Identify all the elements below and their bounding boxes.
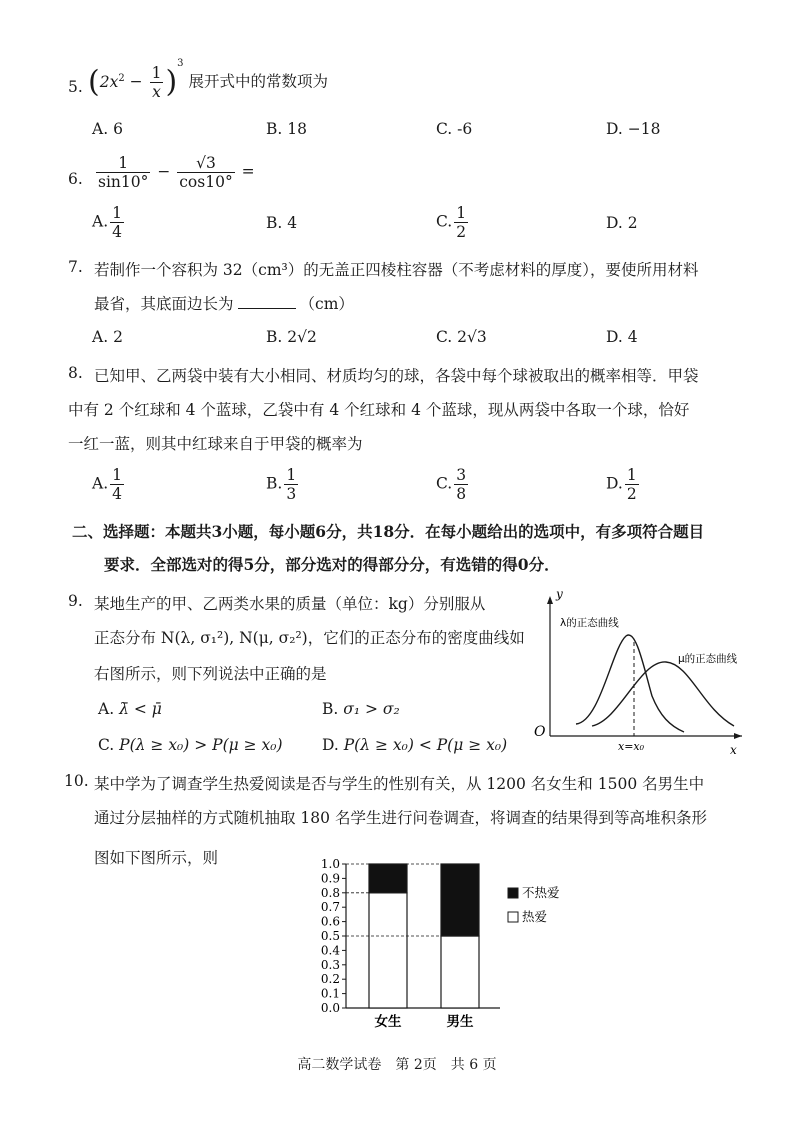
q9-lambda-curve	[576, 635, 684, 732]
q8-option-c[interactable]: C. $\frac{3}{8}$	[436, 466, 467, 503]
q9-x0-label: x=x₀	[618, 740, 645, 753]
q8-line-2: 中有 2 个红球和 4 个蓝球，乙袋中有 4 个红球和 4 个蓝球，现从两袋中各取一个球，恰好	[68, 401, 690, 419]
q6-number: 6.	[68, 170, 83, 188]
y-tick-label: 1.0	[320, 857, 340, 871]
q6-fraction-2: $\frac{√3}{\cos 10^\circ}$	[179, 154, 233, 191]
q9-option-b[interactable]: B. σ₁ > σ₂	[322, 700, 400, 718]
q8-line-1: 已知甲、乙两袋中装有大小相同、材质均匀的球，各袋中每个球被取出的概率相等．甲袋	[94, 367, 699, 385]
section-2-heading: 二、选择题：本题共3小题，每小题6分，共18分．在每小题给出的选项中，有多项符合题目	[72, 522, 705, 541]
q9-line-3: 右图所示，则下列说法中正确的是	[94, 665, 327, 683]
q5-number: 5.	[68, 78, 83, 96]
q9-option-a[interactable]: A. λ̄ < μ̄	[98, 700, 162, 718]
q9-number: 9.	[68, 592, 83, 610]
q9-origin-label: O	[534, 724, 546, 740]
q7-number: 7.	[68, 258, 83, 276]
q5-term-a: $2x^2$	[99, 72, 125, 91]
x-category-label: 男生	[446, 1014, 474, 1030]
y-tick-label: 0.4	[320, 943, 340, 958]
y-tick-label: 0.6	[320, 914, 340, 929]
q5-option-a[interactable]: A. 6	[92, 120, 123, 138]
q7-option-b[interactable]: B. 2√2	[266, 328, 317, 346]
q7-option-d[interactable]: D. 4	[606, 328, 638, 346]
q9-x-label: x	[730, 743, 737, 757]
q6-option-c[interactable]: C. $\frac{1}{2}$	[436, 204, 467, 241]
legend-swatch-notlove	[508, 888, 518, 898]
q6-expression: $\frac{1}{\sin 10^\circ}$ − $\frac{√3}{\cos 10^\circ}$ =	[98, 154, 255, 191]
q9-line-2: 正态分布 N(λ, σ₁²), N(μ, σ₂²)，它们的正态分布的密度曲线如	[94, 629, 525, 647]
q6-option-a[interactable]: A. $\frac{1}{4}$	[92, 204, 122, 241]
legend-label-notlove: 不热爱	[522, 885, 560, 900]
q8-option-b[interactable]: B. $\frac{1}{3}$	[266, 466, 297, 503]
bar-love-1	[441, 936, 479, 1008]
q6-fraction-1: $\frac{1}{\sin 10^\circ}$	[98, 154, 149, 191]
q5-option-b[interactable]: B. 18	[266, 120, 307, 138]
bar-notlove-0	[369, 864, 407, 893]
q9-y-label: y	[556, 588, 563, 601]
q10-line-3: 图如下图所示，则	[94, 849, 219, 867]
q10-line-1: 某中学为了调查学生热爱阅读是否与学生的性别有关，从 1200 名女生和 1500 名男生中	[94, 775, 705, 793]
q9-mu-label: μ的正态曲线	[678, 653, 738, 665]
q7-option-a[interactable]: A. 2	[92, 328, 123, 346]
q7-option-c[interactable]: C. 2√3	[436, 328, 487, 346]
q8-option-d[interactable]: D. $\frac{1}{2}$	[606, 466, 637, 503]
q6-option-d[interactable]: D. 2	[606, 214, 638, 232]
q8-number: 8.	[68, 364, 83, 382]
q5-text: 展开式中的常数项为	[188, 72, 328, 91]
q9-option-d[interactable]: D. P(λ ≥ x₀) < P(μ ≥ x₀)	[322, 736, 508, 754]
page-footer: 高二数学试卷 第 2页 共 6 页	[297, 1057, 497, 1073]
q9-lambda-label: λ的正态曲线	[560, 617, 619, 629]
legend-label-love: 热爱	[522, 909, 548, 924]
q10-number: 10.	[64, 772, 89, 790]
y-tick-label: 0.1	[320, 986, 340, 1001]
q5-option-d[interactable]: D. −18	[606, 120, 661, 138]
q7-line-1: 若制作一个容积为 32（cm³）的无盖正四棱柱容器（不考虑材料的厚度），要使所用材料	[94, 261, 699, 279]
y-tick-label: 0.7	[320, 900, 340, 915]
y-tick-label: 0.2	[320, 972, 340, 987]
q8-line-3: 一红一蓝，则其中红球来自于甲袋的概率为	[68, 435, 363, 453]
y-tick-label: 0.8	[320, 885, 340, 900]
q9-option-c[interactable]: C. P(λ ≥ x₀) > P(μ ≥ x₀)	[98, 736, 283, 754]
q7-answer-blank[interactable]	[238, 308, 296, 309]
q5-expression: ($2x^2$ − $\frac{1}{x}$ )$^3$ 展开式中的常数项为	[88, 58, 328, 101]
bar-notlove-1	[441, 864, 479, 936]
q9-line-1: 某地生产的甲、乙两类水果的质量（单位：kg）分别服从	[94, 595, 486, 613]
q10-stacked-bar-chart	[300, 852, 600, 1032]
bar-love-0	[369, 893, 407, 1008]
y-tick-label: 0.0	[320, 1001, 340, 1015]
y-tick-label: 0.3	[320, 957, 340, 972]
q8-option-a[interactable]: A. $\frac{1}{4}$	[92, 466, 122, 503]
q5-option-c[interactable]: C. -6	[436, 120, 473, 138]
q6-option-b[interactable]: B. 4	[266, 214, 298, 232]
q7-line-2: 最省，其底面边长为 （cm）	[94, 295, 354, 313]
q9-normal-curve-figure	[520, 588, 750, 760]
y-tick-label: 0.5	[320, 929, 340, 943]
section-2-instructions: 要求．全部选对的得5分，部分选对的得部分分，有选错的得0分．	[104, 555, 560, 574]
q10-line-2: 通过分层抽样的方式随机抽取 180 名学生进行问卷调查，将调查的结果得到等高堆积条形	[94, 809, 707, 827]
legend-swatch-love	[508, 912, 518, 922]
x-category-label: 女生	[374, 1014, 402, 1030]
y-tick-label: 0.9	[320, 871, 340, 886]
q5-fraction: $\frac{1}{x}$	[151, 64, 162, 101]
